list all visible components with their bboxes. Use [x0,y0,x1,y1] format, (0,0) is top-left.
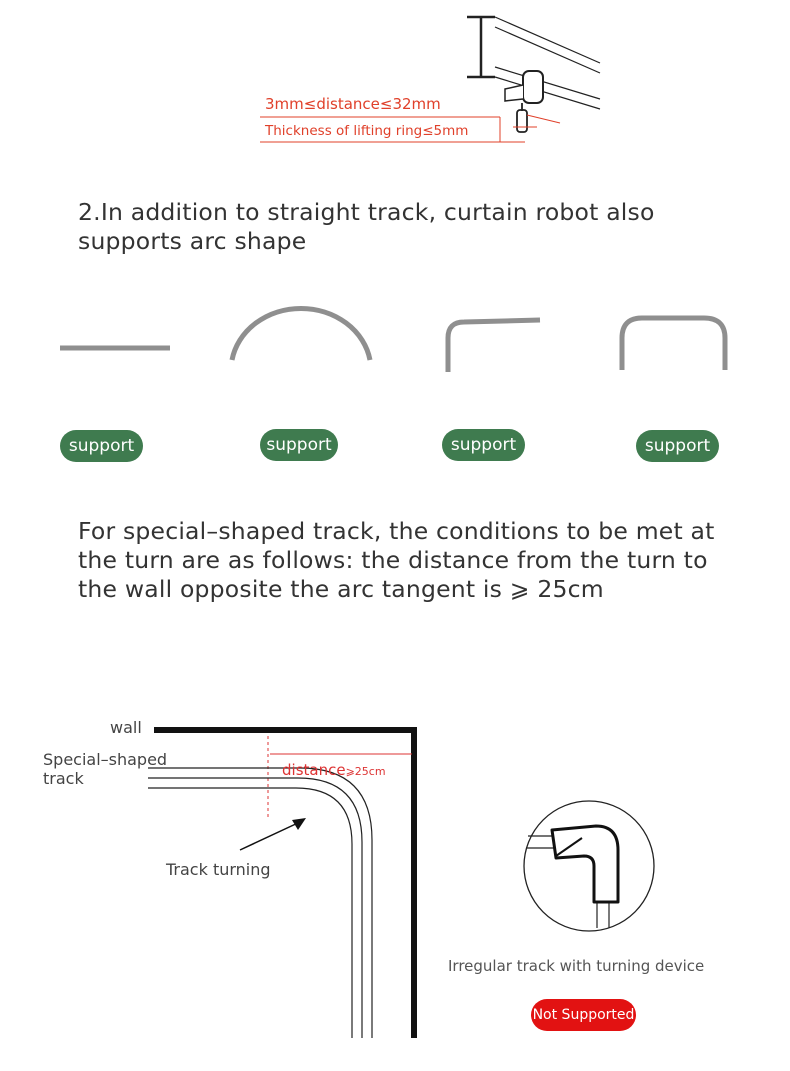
l-track-shape [448,320,540,372]
rail-diagram [255,15,615,150]
distance-annotation-text: distance [282,761,346,779]
special-track-label [43,750,167,788]
distance-annotation [282,760,386,779]
special-track-label-line2: track [43,769,84,788]
track-turning-label: Track turning [166,860,271,879]
special-track-label-line1: Special–shaped [43,750,168,769]
track-shapes [0,300,790,480]
section2-heading-line1: 2.In addition to straight track, curtain robot also [78,198,655,226]
support-badge-straight: support [60,430,143,462]
support-badge-u-shape: support [636,430,719,462]
wall-label: wall [110,718,142,737]
u-track-shape [622,318,725,370]
turning-device-label: Irregular track with turning device [448,957,705,975]
turn-diagram [0,700,790,1071]
distance-annotation-value: ⩾25cm [345,765,386,778]
section2-heading-line2: supports arc shape [78,227,307,255]
distance-range-label: 3mm≤distance≤32mm [265,95,441,113]
conditions-text [78,517,715,604]
support-badge-arc: support [260,429,338,461]
arc-track-shape [232,308,370,360]
conditions-line3: the wall opposite the arc tangent is ⩾ 25cm [78,575,604,603]
lifting-ring-label: Thickness of lifting ring≤5mm [265,123,469,139]
not-supported-badge: Not Supported [531,999,636,1031]
conditions-line2: the turn are as follows: the distance from the turn to [78,546,708,574]
support-badge-l-shape: support [442,429,525,461]
section2-heading [78,198,655,256]
conditions-line1: For special–shaped track, the conditions to be met at [78,517,715,545]
